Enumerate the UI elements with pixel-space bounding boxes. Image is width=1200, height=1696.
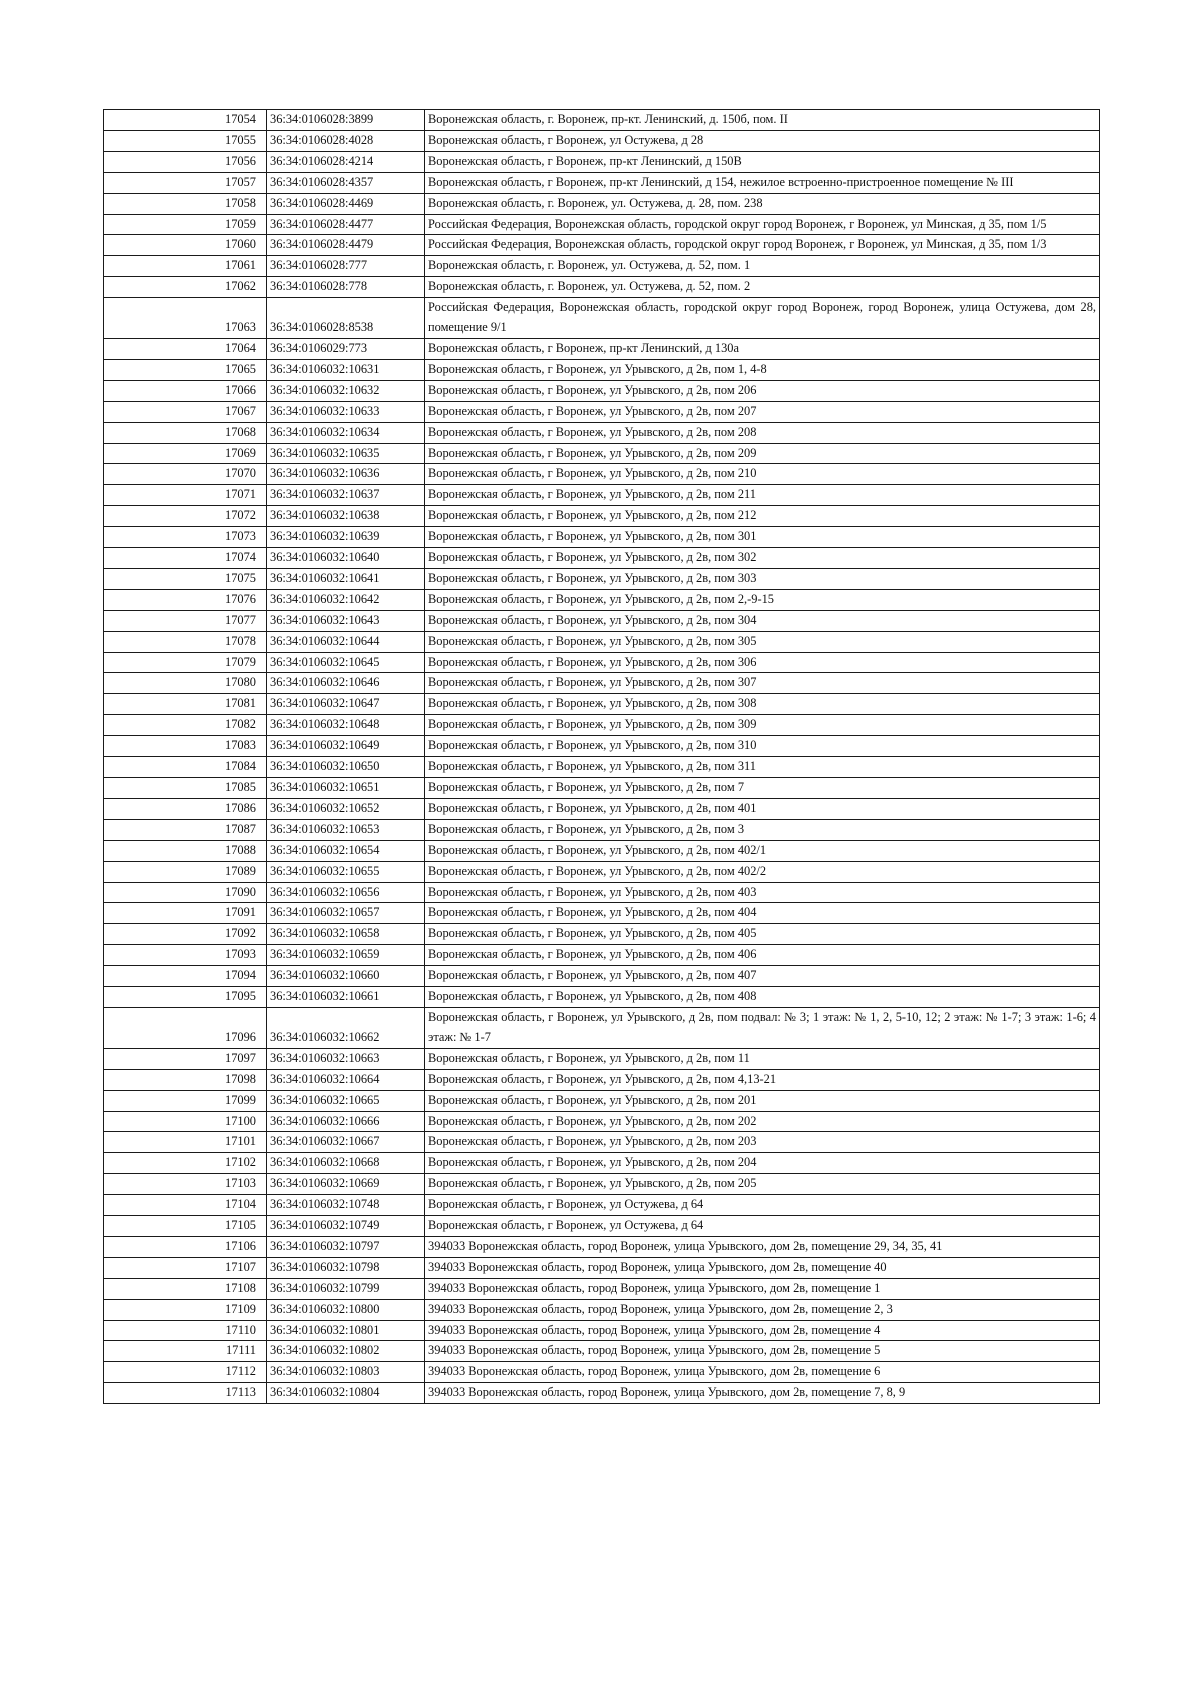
address-cell: Воронежская область, г Воронеж, ул Урывского, д 2в, пом 7 xyxy=(425,778,1100,799)
cadastral-number-cell: 36:34:0106032:10659 xyxy=(267,945,425,966)
row-number-cell: 17077 xyxy=(104,610,267,631)
row-number-cell: 17056 xyxy=(104,151,267,172)
row-number-cell: 17067 xyxy=(104,401,267,422)
address-cell: Воронежская область, г Воронеж, ул Остужева, д 28 xyxy=(425,130,1100,151)
table-row xyxy=(104,589,1100,610)
row-number-cell: 17089 xyxy=(104,861,267,882)
address-cell: 394033 Воронежская область, город Воронеж, улица Урывского, дом 2в, помещение 1 xyxy=(425,1278,1100,1299)
address-cell: 394033 Воронежская область, город Воронеж, улица Урывского, дом 2в, помещение 40 xyxy=(425,1257,1100,1278)
address-cell: Воронежская область, г Воронеж, ул Урывского, д 2в, пом 11 xyxy=(425,1048,1100,1069)
table-row xyxy=(104,422,1100,443)
table-row xyxy=(104,172,1100,193)
cadastral-number-cell: 36:34:0106032:10801 xyxy=(267,1320,425,1341)
cadastral-number-cell: 36:34:0106032:10644 xyxy=(267,631,425,652)
cadastral-number-cell: 36:34:0106032:10749 xyxy=(267,1216,425,1237)
cadastral-number-cell: 36:34:0106028:4469 xyxy=(267,193,425,214)
address-cell: Воронежская область, г Воронеж, ул Урывского, д 2в, пом 3 xyxy=(425,819,1100,840)
cadastral-number-cell: 36:34:0106032:10648 xyxy=(267,715,425,736)
address-cell: Воронежская область, г Воронеж, ул Урывского, д 2в, пом 201 xyxy=(425,1090,1100,1111)
cadastral-number-cell: 36:34:0106032:10642 xyxy=(267,589,425,610)
cadastral-number-cell: 36:34:0106028:3899 xyxy=(267,110,425,131)
table-row xyxy=(104,1007,1100,1048)
address-cell: Воронежская область, г Воронеж, ул Урывского, д 2в, пом 405 xyxy=(425,924,1100,945)
table-row xyxy=(104,631,1100,652)
cadastral-number-cell: 36:34:0106029:773 xyxy=(267,338,425,359)
table-row xyxy=(104,1257,1100,1278)
row-number-cell: 17102 xyxy=(104,1153,267,1174)
table-row xyxy=(104,861,1100,882)
table-row xyxy=(104,610,1100,631)
row-number-cell: 17101 xyxy=(104,1132,267,1153)
row-number-cell: 17081 xyxy=(104,694,267,715)
cadastral-number-cell: 36:34:0106032:10638 xyxy=(267,506,425,527)
address-cell: Российская Федерация, Воронежская область, городской округ город Воронеж, город Воронеж, улица Остужева, дом 28, помещение 9/1 xyxy=(425,298,1100,339)
row-number-cell: 17110 xyxy=(104,1320,267,1341)
row-number-cell: 17091 xyxy=(104,903,267,924)
row-number-cell: 17108 xyxy=(104,1278,267,1299)
row-number-cell: 17080 xyxy=(104,673,267,694)
row-number-cell: 17088 xyxy=(104,840,267,861)
cadastral-number-cell: 36:34:0106032:10657 xyxy=(267,903,425,924)
row-number-cell: 17093 xyxy=(104,945,267,966)
row-number-cell: 17085 xyxy=(104,778,267,799)
cadastral-number-cell: 36:34:0106032:10634 xyxy=(267,422,425,443)
cadastral-number-cell: 36:34:0106032:10645 xyxy=(267,652,425,673)
table-row xyxy=(104,401,1100,422)
address-cell: Воронежская область, г Воронеж, ул Урывского, д 2в, пом 401 xyxy=(425,798,1100,819)
row-number-cell: 17064 xyxy=(104,338,267,359)
address-cell: Воронежская область, г Воронеж, ул Урывского, д 2в, пом 310 xyxy=(425,736,1100,757)
property-registry-table xyxy=(103,109,1100,1404)
address-cell: Российская Федерация, Воронежская область, городской округ город Воронеж, г Воронеж, ул Минская, д 35, пом 1/5 xyxy=(425,214,1100,235)
cadastral-number-cell: 36:34:0106032:10666 xyxy=(267,1111,425,1132)
table-row xyxy=(104,443,1100,464)
row-number-cell: 17105 xyxy=(104,1216,267,1237)
table-row xyxy=(104,715,1100,736)
address-cell: Воронежская область, г Воронеж, ул Урывского, д 2в, пом 305 xyxy=(425,631,1100,652)
address-cell: 394033 Воронежская область, город Воронеж, улица Урывского, дом 2в, помещение 29, 34, 35, 41 xyxy=(425,1236,1100,1257)
table-row xyxy=(104,506,1100,527)
address-cell: Воронежская область, г Воронеж, ул Урывского, д 2в, пом 302 xyxy=(425,548,1100,569)
table-row xyxy=(104,485,1100,506)
cadastral-number-cell: 36:34:0106032:10647 xyxy=(267,694,425,715)
table-row xyxy=(104,1362,1100,1383)
cadastral-number-cell: 36:34:0106032:10797 xyxy=(267,1236,425,1257)
row-number-cell: 17096 xyxy=(104,1007,267,1048)
cadastral-number-cell: 36:34:0106032:10649 xyxy=(267,736,425,757)
address-cell: Воронежская область, г Воронеж, ул Урывского, д 2в, пом 204 xyxy=(425,1153,1100,1174)
row-number-cell: 17055 xyxy=(104,130,267,151)
cadastral-number-cell: 36:34:0106032:10667 xyxy=(267,1132,425,1153)
cadastral-number-cell: 36:34:0106028:778 xyxy=(267,277,425,298)
address-cell: Воронежская область, г Воронеж, ул Урывского, д 2в, пом 211 xyxy=(425,485,1100,506)
address-cell: Воронежская область, г Воронеж, ул Урывского, д 2в, пом 408 xyxy=(425,987,1100,1008)
row-number-cell: 17106 xyxy=(104,1236,267,1257)
row-number-cell: 17098 xyxy=(104,1069,267,1090)
row-number-cell: 17070 xyxy=(104,464,267,485)
row-number-cell: 17097 xyxy=(104,1048,267,1069)
row-number-cell: 17100 xyxy=(104,1111,267,1132)
row-number-cell: 17079 xyxy=(104,652,267,673)
table-row xyxy=(104,1216,1100,1237)
cadastral-number-cell: 36:34:0106032:10637 xyxy=(267,485,425,506)
address-cell: Воронежская область, г Воронеж, ул Урывского, д 2в, пом 206 xyxy=(425,380,1100,401)
row-number-cell: 17066 xyxy=(104,380,267,401)
row-number-cell: 17107 xyxy=(104,1257,267,1278)
address-cell: Воронежская область, г Воронеж, ул Урывского, д 2в, пом 2,-9-15 xyxy=(425,589,1100,610)
cadastral-number-cell: 36:34:0106028:777 xyxy=(267,256,425,277)
table-row xyxy=(104,1383,1100,1404)
address-cell: Воронежская область, г. Воронеж, ул. Остужева, д. 28, пом. 238 xyxy=(425,193,1100,214)
cadastral-number-cell: 36:34:0106032:10653 xyxy=(267,819,425,840)
address-cell: Воронежская область, г Воронеж, ул Урывского, д 2в, пом 304 xyxy=(425,610,1100,631)
address-cell: Воронежская область, г Воронеж, ул Урывского, д 2в, пом 209 xyxy=(425,443,1100,464)
table-row xyxy=(104,778,1100,799)
table-row xyxy=(104,882,1100,903)
cadastral-number-cell: 36:34:0106032:10650 xyxy=(267,757,425,778)
cadastral-number-cell: 36:34:0106032:10656 xyxy=(267,882,425,903)
address-cell: Воронежская область, г Воронеж, ул Урывского, д 2в, пом 306 xyxy=(425,652,1100,673)
cadastral-number-cell: 36:34:0106028:4357 xyxy=(267,172,425,193)
address-cell: Воронежская область, г Воронеж, ул Урывского, д 2в, пом 208 xyxy=(425,422,1100,443)
table-row xyxy=(104,819,1100,840)
row-number-cell: 17078 xyxy=(104,631,267,652)
table-row xyxy=(104,1320,1100,1341)
table-row xyxy=(104,130,1100,151)
cadastral-number-cell: 36:34:0106032:10662 xyxy=(267,1007,425,1048)
address-cell: Воронежская область, г Воронеж, ул Урывского, д 2в, пом 301 xyxy=(425,527,1100,548)
cadastral-number-cell: 36:34:0106032:10639 xyxy=(267,527,425,548)
row-number-cell: 17076 xyxy=(104,589,267,610)
row-number-cell: 17113 xyxy=(104,1383,267,1404)
table-row xyxy=(104,527,1100,548)
table-row xyxy=(104,214,1100,235)
cadastral-number-cell: 36:34:0106032:10798 xyxy=(267,1257,425,1278)
row-number-cell: 17074 xyxy=(104,548,267,569)
table-row xyxy=(104,1299,1100,1320)
address-cell: Воронежская область, г Воронеж, ул Урывского, д 2в, пом 307 xyxy=(425,673,1100,694)
table-row xyxy=(104,1278,1100,1299)
table-row xyxy=(104,694,1100,715)
address-cell: Воронежская область, г Воронеж, пр-кт Ленинский, д 150В xyxy=(425,151,1100,172)
cadastral-number-cell: 36:34:0106032:10800 xyxy=(267,1299,425,1320)
table-row xyxy=(104,1153,1100,1174)
row-number-cell: 17090 xyxy=(104,882,267,903)
row-number-cell: 17072 xyxy=(104,506,267,527)
cadastral-number-cell: 36:34:0106032:10643 xyxy=(267,610,425,631)
row-number-cell: 17069 xyxy=(104,443,267,464)
cadastral-number-cell: 36:34:0106032:10660 xyxy=(267,966,425,987)
address-cell: Воронежская область, г Воронеж, ул Урывского, д 2в, пом подвал: № 3; 1 этаж: № 1, 2, 5-10, 12; 2 этаж: № 1-7; 3 этаж: 1-6; 4 этаж: № 1-7 xyxy=(425,1007,1100,1048)
row-number-cell: 17099 xyxy=(104,1090,267,1111)
row-number-cell: 17082 xyxy=(104,715,267,736)
cadastral-number-cell: 36:34:0106028:8538 xyxy=(267,298,425,339)
table-row xyxy=(104,151,1100,172)
row-number-cell: 17112 xyxy=(104,1362,267,1383)
cadastral-number-cell: 36:34:0106032:10631 xyxy=(267,359,425,380)
table-row xyxy=(104,568,1100,589)
table-row xyxy=(104,1341,1100,1362)
cadastral-number-cell: 36:34:0106032:10663 xyxy=(267,1048,425,1069)
address-cell: Воронежская область, г Воронеж, ул Урывского, д 2в, пом 212 xyxy=(425,506,1100,527)
cadastral-number-cell: 36:34:0106032:10668 xyxy=(267,1153,425,1174)
address-cell: Воронежская область, г Воронеж, ул Урывского, д 2в, пом 4,13-21 xyxy=(425,1069,1100,1090)
table-row xyxy=(104,380,1100,401)
cadastral-number-cell: 36:34:0106032:10636 xyxy=(267,464,425,485)
cadastral-number-cell: 36:34:0106032:10669 xyxy=(267,1174,425,1195)
table-row xyxy=(104,987,1100,1008)
cadastral-number-cell: 36:34:0106032:10799 xyxy=(267,1278,425,1299)
row-number-cell: 17060 xyxy=(104,235,267,256)
table-row xyxy=(104,903,1100,924)
table-row xyxy=(104,966,1100,987)
table-row xyxy=(104,110,1100,131)
address-cell: Воронежская область, г Воронеж, ул Урывского, д 2в, пом 203 xyxy=(425,1132,1100,1153)
address-cell: Воронежская область, г Воронеж, ул Урывского, д 2в, пом 403 xyxy=(425,882,1100,903)
cadastral-number-cell: 36:34:0106032:10803 xyxy=(267,1362,425,1383)
table-row xyxy=(104,1132,1100,1153)
row-number-cell: 17061 xyxy=(104,256,267,277)
row-number-cell: 17068 xyxy=(104,422,267,443)
row-number-cell: 17087 xyxy=(104,819,267,840)
table-row xyxy=(104,193,1100,214)
cadastral-number-cell: 36:34:0106032:10655 xyxy=(267,861,425,882)
table-row xyxy=(104,548,1100,569)
address-cell: Воронежская область, г Воронеж, ул Урывского, д 2в, пом 202 xyxy=(425,1111,1100,1132)
row-number-cell: 17058 xyxy=(104,193,267,214)
cadastral-number-cell: 36:34:0106028:4479 xyxy=(267,235,425,256)
address-cell: 394033 Воронежская область, город Воронеж, улица Урывского, дом 2в, помещение 4 xyxy=(425,1320,1100,1341)
cadastral-number-cell: 36:34:0106028:4477 xyxy=(267,214,425,235)
row-number-cell: 17059 xyxy=(104,214,267,235)
cadastral-number-cell: 36:34:0106032:10658 xyxy=(267,924,425,945)
address-cell: Воронежская область, г Воронеж, ул Урывского, д 2в, пом 406 xyxy=(425,945,1100,966)
address-cell: Воронежская область, г Воронеж, пр-кт Ленинский, д 154, нежилое встроенно-пристроенное помещение № III xyxy=(425,172,1100,193)
cadastral-number-cell: 36:34:0106032:10804 xyxy=(267,1383,425,1404)
row-number-cell: 17057 xyxy=(104,172,267,193)
table-row xyxy=(104,1236,1100,1257)
cadastral-number-cell: 36:34:0106032:10802 xyxy=(267,1341,425,1362)
row-number-cell: 17103 xyxy=(104,1174,267,1195)
address-cell: Воронежская область, г Воронеж, ул Урывского, д 2в, пом 205 xyxy=(425,1174,1100,1195)
row-number-cell: 17095 xyxy=(104,987,267,1008)
address-cell: Воронежская область, г Воронеж, ул Урывского, д 2в, пом 404 xyxy=(425,903,1100,924)
address-cell: Воронежская область, г. Воронеж, ул. Остужева, д. 52, пом. 1 xyxy=(425,256,1100,277)
row-number-cell: 17109 xyxy=(104,1299,267,1320)
row-number-cell: 17065 xyxy=(104,359,267,380)
address-cell: Воронежская область, г Воронеж, ул Урывского, д 2в, пом 402/1 xyxy=(425,840,1100,861)
registry-table-body xyxy=(104,110,1100,1404)
row-number-cell: 17054 xyxy=(104,110,267,131)
row-number-cell: 17104 xyxy=(104,1195,267,1216)
table-row xyxy=(104,840,1100,861)
table-row xyxy=(104,1048,1100,1069)
cadastral-number-cell: 36:34:0106032:10661 xyxy=(267,987,425,1008)
cadastral-number-cell: 36:34:0106032:10748 xyxy=(267,1195,425,1216)
address-cell: Воронежская область, г Воронеж, пр-кт Ленинский, д 130а xyxy=(425,338,1100,359)
address-cell: Воронежская область, г Воронеж, ул Урывского, д 2в, пом 407 xyxy=(425,966,1100,987)
address-cell: Воронежская область, г Воронеж, ул Урывского, д 2в, пом 402/2 xyxy=(425,861,1100,882)
cadastral-number-cell: 36:34:0106032:10632 xyxy=(267,380,425,401)
cadastral-number-cell: 36:34:0106032:10654 xyxy=(267,840,425,861)
row-number-cell: 17111 xyxy=(104,1341,267,1362)
table-row xyxy=(104,798,1100,819)
address-cell: Воронежская область, г Воронеж, ул Урывского, д 2в, пом 309 xyxy=(425,715,1100,736)
address-cell: 394033 Воронежская область, город Воронеж, улица Урывского, дом 2в, помещение 5 xyxy=(425,1341,1100,1362)
cadastral-number-cell: 36:34:0106032:10641 xyxy=(267,568,425,589)
table-row xyxy=(104,235,1100,256)
cadastral-number-cell: 36:34:0106028:4028 xyxy=(267,130,425,151)
address-cell: Воронежская область, г Воронеж, ул Урывского, д 2в, пом 311 xyxy=(425,757,1100,778)
cadastral-number-cell: 36:34:0106032:10635 xyxy=(267,443,425,464)
table-row xyxy=(104,945,1100,966)
address-cell: Воронежская область, г. Воронеж, ул. Остужева, д. 52, пом. 2 xyxy=(425,277,1100,298)
address-cell: Российская Федерация, Воронежская область, городской округ город Воронеж, г Воронеж, ул Минская, д 35, пом 1/3 xyxy=(425,235,1100,256)
cadastral-number-cell: 36:34:0106032:10651 xyxy=(267,778,425,799)
cadastral-number-cell: 36:34:0106032:10652 xyxy=(267,798,425,819)
cadastral-number-cell: 36:34:0106032:10665 xyxy=(267,1090,425,1111)
row-number-cell: 17073 xyxy=(104,527,267,548)
address-cell: Воронежская область, г Воронеж, ул Урывского, д 2в, пом 210 xyxy=(425,464,1100,485)
row-number-cell: 17062 xyxy=(104,277,267,298)
table-row xyxy=(104,652,1100,673)
address-cell: 394033 Воронежская область, город Воронеж, улица Урывского, дом 2в, помещение 2, 3 xyxy=(425,1299,1100,1320)
cadastral-number-cell: 36:34:0106028:4214 xyxy=(267,151,425,172)
row-number-cell: 17092 xyxy=(104,924,267,945)
address-cell: Воронежская область, г Воронеж, ул Остужева, д 64 xyxy=(425,1216,1100,1237)
table-row xyxy=(104,736,1100,757)
table-row xyxy=(104,256,1100,277)
row-number-cell: 17071 xyxy=(104,485,267,506)
address-cell: Воронежская область, г Воронеж, ул Урывского, д 2в, пом 1, 4-8 xyxy=(425,359,1100,380)
table-row xyxy=(104,464,1100,485)
cadastral-number-cell: 36:34:0106032:10633 xyxy=(267,401,425,422)
table-row xyxy=(104,1111,1100,1132)
address-cell: Воронежская область, г Воронеж, ул Урывского, д 2в, пом 303 xyxy=(425,568,1100,589)
row-number-cell: 17094 xyxy=(104,966,267,987)
row-number-cell: 17084 xyxy=(104,757,267,778)
table-row xyxy=(104,924,1100,945)
table-row xyxy=(104,673,1100,694)
table-row xyxy=(104,757,1100,778)
cadastral-number-cell: 36:34:0106032:10646 xyxy=(267,673,425,694)
cadastral-number-cell: 36:34:0106032:10640 xyxy=(267,548,425,569)
table-row xyxy=(104,338,1100,359)
address-cell: 394033 Воронежская область, город Воронеж, улица Урывского, дом 2в, помещение 6 xyxy=(425,1362,1100,1383)
row-number-cell: 17083 xyxy=(104,736,267,757)
table-row xyxy=(104,1090,1100,1111)
address-cell: 394033 Воронежская область, город Воронеж, улица Урывского, дом 2в, помещение 7, 8, 9 xyxy=(425,1383,1100,1404)
table-row xyxy=(104,1174,1100,1195)
table-row xyxy=(104,298,1100,339)
table-row xyxy=(104,1195,1100,1216)
row-number-cell: 17063 xyxy=(104,298,267,339)
address-cell: Воронежская область, г Воронеж, ул Урывского, д 2в, пом 207 xyxy=(425,401,1100,422)
table-row xyxy=(104,277,1100,298)
row-number-cell: 17075 xyxy=(104,568,267,589)
address-cell: Воронежская область, г Воронеж, ул Остужева, д 64 xyxy=(425,1195,1100,1216)
row-number-cell: 17086 xyxy=(104,798,267,819)
cadastral-number-cell: 36:34:0106032:10664 xyxy=(267,1069,425,1090)
table-row xyxy=(104,1069,1100,1090)
table-row xyxy=(104,359,1100,380)
address-cell: Воронежская область, г Воронеж, ул Урывского, д 2в, пом 308 xyxy=(425,694,1100,715)
address-cell: Воронежская область, г. Воронеж, пр-кт. Ленинский, д. 150б, пом. II xyxy=(425,110,1100,131)
